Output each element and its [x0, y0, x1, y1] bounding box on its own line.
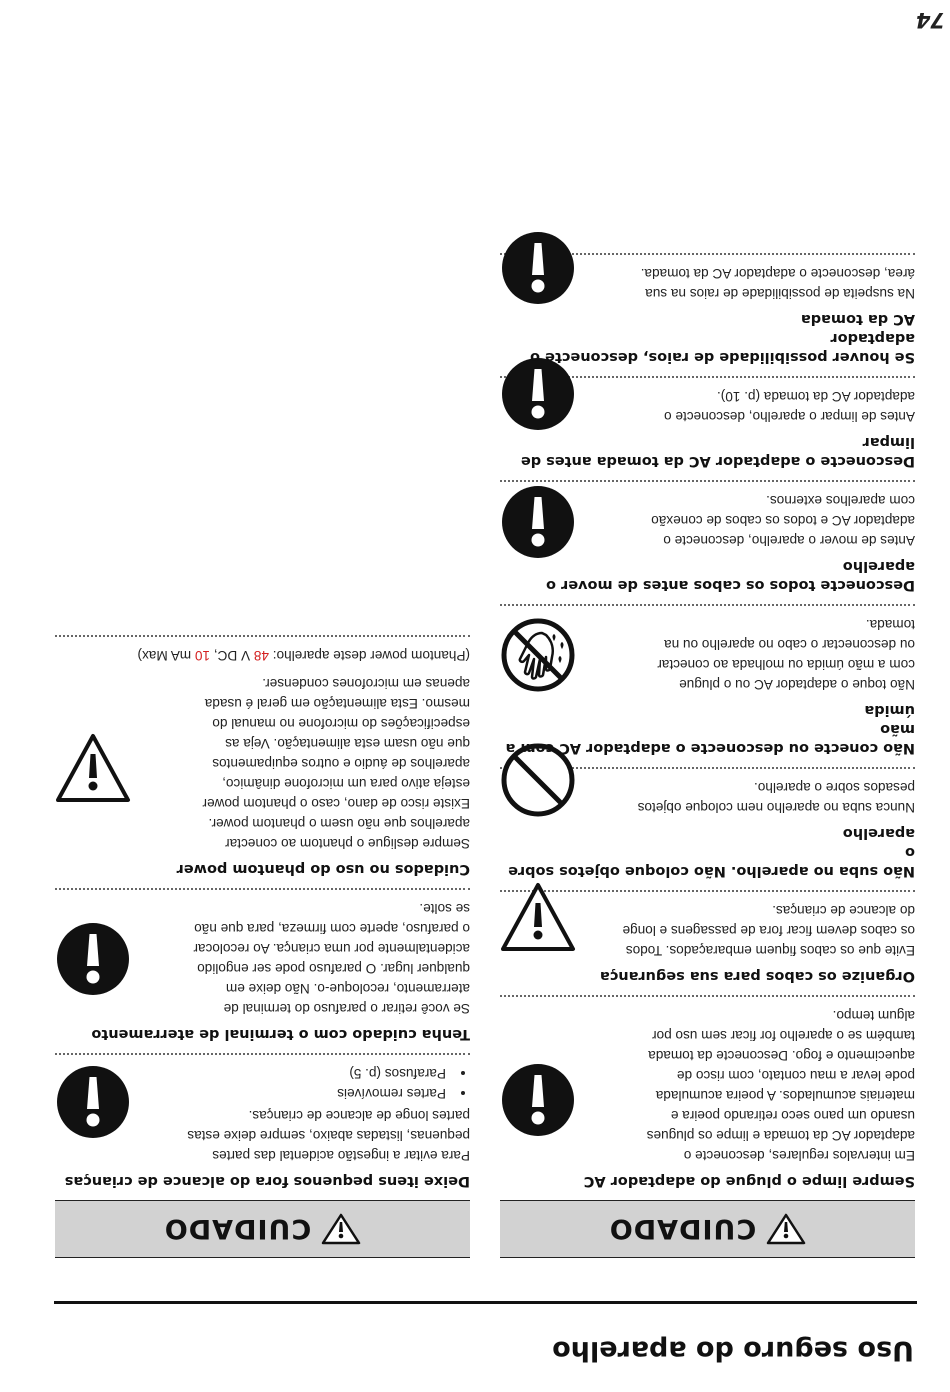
- list-item: • Partes removíveis: [55, 1083, 450, 1103]
- warning-triangle-icon: [500, 879, 576, 955]
- note-mid: V DC,: [210, 648, 254, 663]
- safety-item: [55, 1053, 470, 1200]
- item-title: Tenha cuidado com o terminal de aterramento: [91, 1026, 470, 1042]
- item-title: Sempre limpe o plugue do adaptador AC: [583, 1173, 915, 1189]
- caution-label: CUIDADO: [163, 1213, 312, 1245]
- item-title: Se houver possibilidade de raios, desconecte o adaptador AC da tomada: [530, 311, 915, 365]
- list-item: • Parafusos (p. 5): [55, 1063, 450, 1083]
- mandatory-action-icon: [500, 484, 576, 560]
- page-number: 74: [915, 8, 945, 32]
- item-title: Deixe itens pequenos fora do alcance de crianças: [64, 1173, 470, 1189]
- warning-triangle-icon: [321, 1212, 361, 1246]
- safety-item: [55, 635, 470, 888]
- item-title: Não suba no aparelho. Não coloque objetos sobre o aparelho: [508, 825, 915, 879]
- mandatory-action-icon: [500, 230, 576, 306]
- safety-item: [500, 253, 915, 376]
- phantom-power-note: [55, 645, 470, 665]
- note-prefix: (Phantom power deste aparelho:: [268, 648, 470, 663]
- item-body: Antes de limpar o aparelho, desconecte o adaptador AC da tomada (p. 10).: [664, 389, 915, 424]
- left-column: [500, 253, 915, 1258]
- item-body: Para evitar a ingestão acidental das partes pequenas, listadas abaixo, sempre deixe estas partes longe de alcance de crianças.: [187, 1108, 470, 1163]
- note-voltage: 48: [253, 648, 269, 663]
- item-title: Cuidados no uso do phantom power: [176, 861, 470, 877]
- safety-item: [500, 767, 915, 890]
- caution-banner: [55, 1200, 470, 1258]
- safety-item: [500, 376, 915, 480]
- item-body: Em intervalos regulares, desconecte o adaptador AC da tomada e limpe os plugues usando um pano seco retirando poeira e materiais acumulados. A poeira acumulada pode levar a mau contato, com risco de aquecimento e fogo. Desconecte da tomada também se o aparelho for ficar sem uso por algum tempo.: [646, 1008, 915, 1163]
- note-suffix: mA Max): [137, 648, 195, 663]
- title-rule: [54, 1301, 917, 1304]
- safety-item: [55, 888, 470, 1053]
- safety-item: [500, 995, 915, 1200]
- item-body: Antes de mover o aparelho, desconecte o adaptador AC e todos os cabos de conexão com aparelhos externos.: [651, 493, 915, 548]
- note-current: 10: [194, 648, 211, 663]
- safety-item: [500, 480, 915, 604]
- item-title: Não conecte ou desconecte o adaptador AC com a mão úmida: [505, 702, 915, 756]
- warning-triangle-icon: [766, 1212, 806, 1246]
- item-body: Na suspeita de possibilidade de raios na sua área, desconecte o adaptador AC da tomada.: [640, 266, 915, 301]
- caution-label: CUIDADO: [608, 1213, 757, 1245]
- item-body: Se você retirar o parafuso do terminal de aterramento, recoloque-o. Não deixe em qualquer lugar. O parafuso pode ser engolido acidentalmente por uma criança. Ao recolocar o parafuso, aperte com firmeza, para que não se solte.: [193, 901, 470, 1016]
- warning-triangle-icon: [55, 730, 131, 806]
- page-title: Uso seguro do aparelho: [552, 1335, 914, 1366]
- no-wet-hands-icon: [500, 617, 576, 693]
- item-body: Nunca suba no aparelho nem coloque objetos pesados sobre o aparelho.: [637, 780, 915, 815]
- mandatory-action-icon: [55, 1064, 131, 1140]
- safety-item: [500, 890, 915, 995]
- mandatory-action-icon: [55, 921, 131, 997]
- item-title: Desconecte todos os cabos antes de mover o aparelho: [546, 558, 915, 593]
- caution-banner: [500, 1200, 915, 1258]
- right-column: [55, 635, 470, 1258]
- item-title: Organize os cabos para sua segurança: [599, 968, 915, 984]
- item-body: Não toque o adaptador AC ou o plugue com a mão úmida ou molhada ao conectar ou desconectar o cabo no aparelho ou na tomada.: [657, 617, 915, 692]
- mandatory-action-icon: [500, 1062, 576, 1138]
- item-body: Sempre desligue o phantom ao conectar aparelhos que não usem o phantom power. Existe risco de dano, caso o phantom power esteja ativo para um microfone dinâmico, aparelhos de áudio e outros equipamentos que não usam esta alimentação. Veja as especificações do microfone no manual do mesmo. Esta alimentação em geral é usada apenas em microfones condenser.: [202, 676, 470, 851]
- item-body: Evite que os cabos fiquem embaraçados. Todos os cabos devem ficar fora de passagens e longe do alcance de crianças.: [622, 903, 915, 958]
- safety-item: [500, 604, 915, 767]
- item-title: Desconecte o adaptador AC da tomada antes de limpar: [520, 434, 915, 469]
